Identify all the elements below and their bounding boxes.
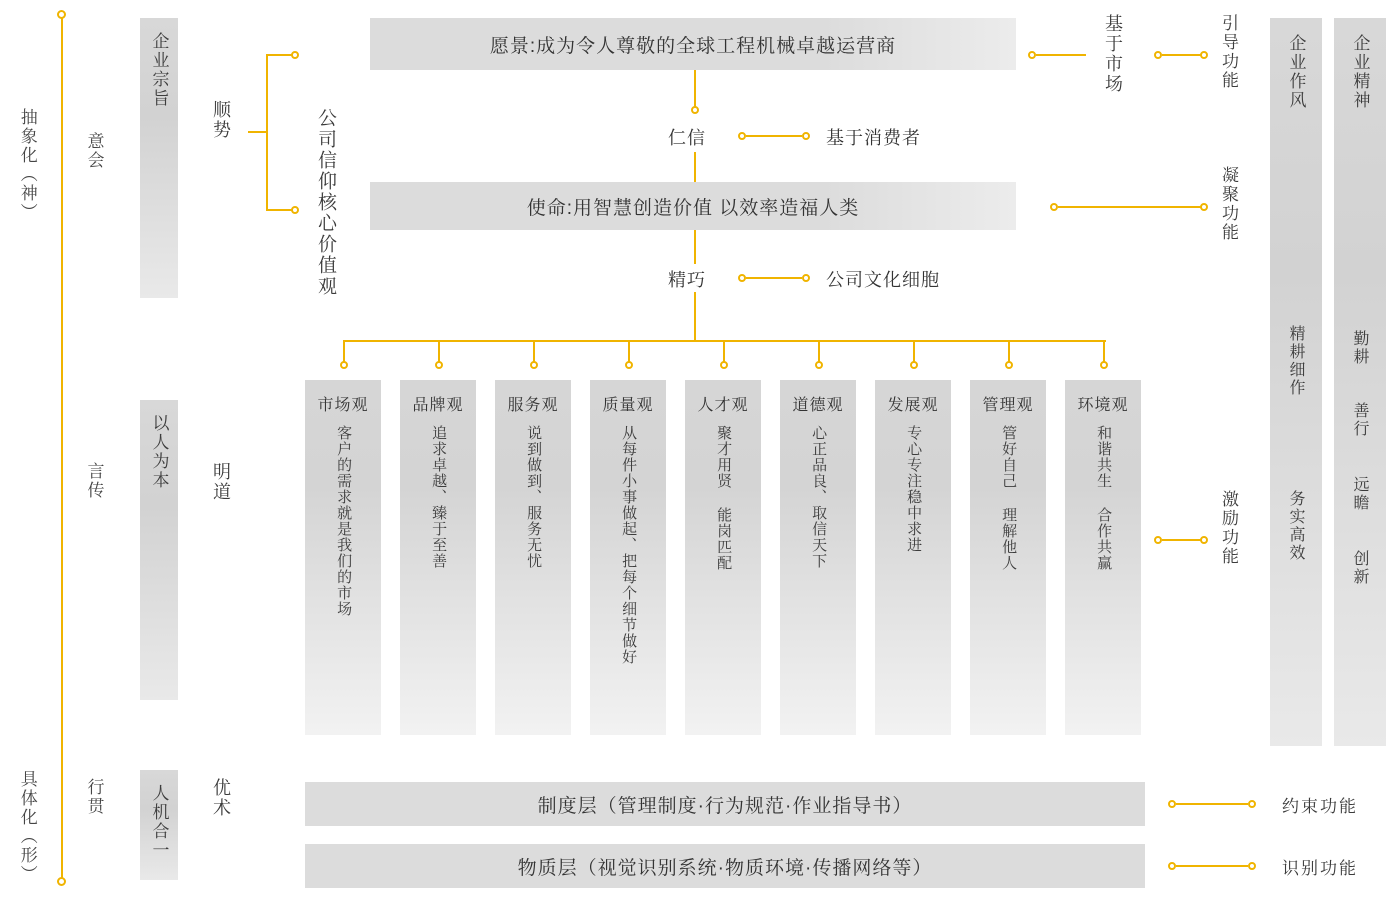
value-card: 品牌观 追求卓越、臻于至善 — [400, 380, 476, 735]
renxin-right-dot — [738, 132, 746, 140]
identification-left-dot — [1248, 862, 1256, 870]
label-core-values: 公司信仰核心价值观 — [315, 108, 336, 297]
branch-dot-2 — [435, 361, 443, 369]
motivation-connector — [1162, 539, 1202, 541]
jingqiao-connector — [746, 277, 802, 279]
value-card: 质量观 从每件小事做起、把每个细节做好 — [590, 380, 666, 735]
label-constraint-function: 约束功能 — [1282, 797, 1358, 816]
spirit-sub2: 善行 — [1351, 402, 1368, 438]
branch-dot-4 — [625, 361, 633, 369]
guide-left-dot — [1200, 51, 1208, 59]
value-card: 服务观 说到做到、服务无忧 — [495, 380, 571, 735]
node-jingqiao: 精巧 — [668, 270, 706, 290]
spine-jingqiao-to-bus — [694, 292, 696, 342]
pillar-enterprise-purpose: 企业宗旨 — [140, 18, 178, 298]
branch-dot-1 — [340, 361, 348, 369]
bracket-stem — [248, 131, 267, 133]
value-card: 环境观 和谐共生 合作共赢 — [1065, 380, 1141, 735]
value-card: 发展观 专心专注稳中求进 — [875, 380, 951, 735]
pillar-people-first: 以人为本 — [140, 400, 178, 700]
motivation-right-dot — [1200, 536, 1208, 544]
spine-renxin-to-mission — [694, 152, 696, 182]
banner-mission: 使命:用智慧创造价值 以效率造福人类 — [370, 182, 1016, 230]
axis-bottom-label: 具体化（形） — [17, 770, 37, 884]
work-style-sub2: 务实高效 — [1287, 490, 1304, 562]
value-cards-bus — [344, 340, 1106, 342]
banner-material-layer: 物质层（视觉识别系统·物质环境·传播网络等） — [305, 844, 1145, 888]
spine-vision-to-renxin — [694, 70, 696, 110]
pillar-enterprise-spirit: 企业精神 — [1334, 18, 1386, 746]
value-card: 管理观 管好自己 理解他人 — [970, 380, 1046, 735]
axis-bottom-dot — [57, 877, 66, 886]
bracket-top-line — [266, 54, 293, 56]
renxin-top-dot — [691, 106, 699, 114]
system-layer-connector — [1176, 803, 1248, 805]
label-market-based: 基于市场 — [1103, 14, 1123, 94]
material-layer-right-dot — [1168, 862, 1176, 870]
system-layer-right-dot — [1168, 800, 1176, 808]
culture-cell-dot — [802, 274, 810, 282]
pillar-man-machine-unity: 人机合一 — [140, 770, 178, 880]
branch-dot-9 — [1100, 361, 1108, 369]
value-card: 道德观 心正品良、取信天下 — [780, 380, 856, 735]
label-consumer-based: 基于消费者 — [826, 128, 921, 148]
branch-dot-8 — [1005, 361, 1013, 369]
consumer-based-dot — [802, 132, 810, 140]
pillar-work-style: 企业作风 — [1270, 18, 1322, 746]
vision-right-dot — [1028, 51, 1036, 59]
label-identification-function: 识别功能 — [1282, 859, 1358, 878]
market-based-right-dot — [1154, 51, 1162, 59]
label-guide-function: 引导功能 — [1219, 14, 1238, 90]
market-guide-connector — [1162, 54, 1202, 56]
branch-dot-6 — [815, 361, 823, 369]
vision-connector — [1036, 54, 1086, 56]
spirit-sub3: 远瞻 — [1351, 476, 1368, 512]
axis-level-yihui: 意会 — [84, 132, 104, 170]
label-youshu: 优术 — [211, 778, 231, 818]
constraint-left-dot — [1248, 800, 1256, 808]
banner-system-layer: 制度层（管理制度·行为规范·作业指导书） — [305, 782, 1145, 826]
branch-dot-3 — [530, 361, 538, 369]
value-card: 市场观 客户的需求就是我们的市场 — [305, 380, 381, 735]
mission-connector — [1058, 206, 1202, 208]
banner-vision: 愿景:成为令人尊敬的全球工程机械卓越运营商 — [370, 18, 1016, 70]
spirit-sub4: 创新 — [1351, 550, 1368, 586]
branch-dot-5 — [720, 361, 728, 369]
axis-level-yanchuan: 言传 — [84, 462, 104, 500]
work-style-sub1: 精耕细作 — [1287, 325, 1304, 397]
bracket-bottom-line — [266, 209, 293, 211]
label-trend: 顺势 — [211, 100, 231, 140]
spine-mission-to-jingqiao — [694, 230, 696, 264]
motivation-left-dot — [1154, 536, 1162, 544]
mission-right-dot — [1050, 203, 1058, 211]
axis-top-label: 抽象化（神） — [17, 108, 37, 222]
spirit-sub1: 勤耕 — [1351, 330, 1368, 366]
bracket-bottom-dot — [291, 206, 299, 214]
label-motivation-function: 激励功能 — [1219, 490, 1238, 566]
branch-dot-7 — [910, 361, 918, 369]
label-culture-cell: 公司文化细胞 — [826, 270, 940, 290]
cohesion-left-dot — [1200, 203, 1208, 211]
label-cohesion-function: 凝聚功能 — [1219, 166, 1238, 242]
label-mingdao: 明道 — [211, 462, 231, 502]
renxin-connector — [746, 135, 802, 137]
jingqiao-right-dot — [738, 274, 746, 282]
node-renxin: 仁信 — [668, 128, 706, 148]
material-layer-connector — [1176, 865, 1248, 867]
value-card: 人才观 聚才用贤 能岗匹配 — [685, 380, 761, 735]
axis-level-xingguan: 行贯 — [84, 778, 104, 816]
axis-line — [61, 18, 63, 880]
